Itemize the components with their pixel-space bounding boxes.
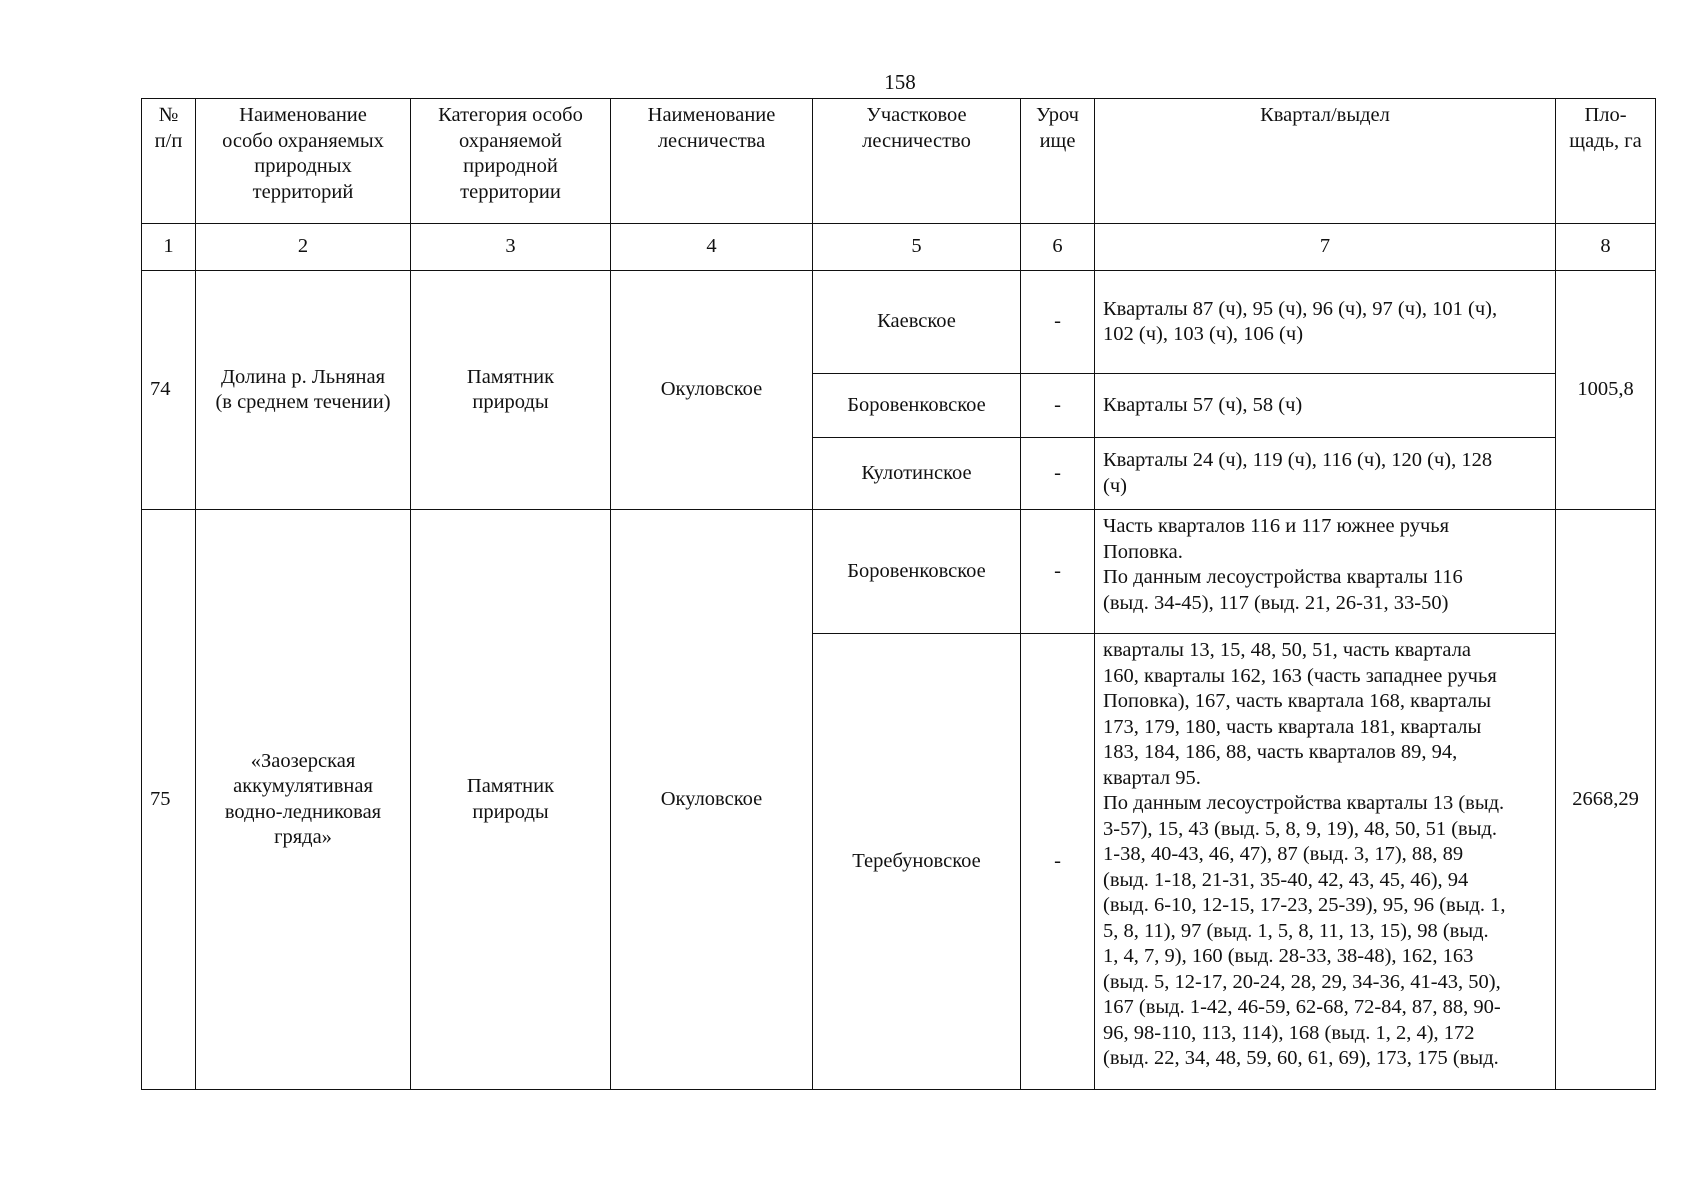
cell-line: природных xyxy=(254,155,352,177)
cell-line: (выд. 6-10, 12-15, 17-23, 25-39), 95, 96 (выд. 1, xyxy=(1103,894,1506,916)
header-number xyxy=(142,99,196,224)
cell-line: Памятник xyxy=(466,365,555,388)
cell-line: (выд. 34-45), 117 (выд. 21, 26-31, 33-50) xyxy=(1103,591,1449,614)
tract: - xyxy=(1021,374,1095,438)
cell-line: Долина р. Льняная xyxy=(220,365,385,388)
area-category xyxy=(411,271,611,510)
cell-line: 1-38, 40-43, 46, 47), 87 (выд. 3, 17), 88, 89 xyxy=(1103,843,1464,865)
cell-line: лесничество xyxy=(862,129,971,152)
area-category xyxy=(411,510,611,1090)
tract: - xyxy=(1021,271,1095,374)
cell-line: Наименование xyxy=(647,104,776,126)
cell-line: (в среднем течении) xyxy=(215,391,391,413)
cell-line: природы xyxy=(472,800,549,823)
column-number: 3 xyxy=(411,224,611,271)
cell-line: (выд. 1-18, 21-31, 35-40, 42, 43, 45, 46), 94 xyxy=(1103,868,1469,891)
cell-line: особо охраняемых xyxy=(222,129,384,152)
cell-line: 3-57), 15, 43 (выд. 5, 8, 9, 19), 48, 50, 51 (выд. xyxy=(1103,817,1498,840)
cell-line: Кварталы 24 (ч), 119 (ч), 116 (ч), 120 (ч), 128 xyxy=(1103,449,1493,471)
cell-line: природы xyxy=(472,391,549,413)
column-number: 2 xyxy=(196,224,411,271)
cell-line: 167 (выд. 1-42, 46-59, 62-68, 72-84, 87, 88, 90- xyxy=(1103,996,1501,1018)
cell-line: Пло- xyxy=(1584,104,1627,126)
page-number: 158 xyxy=(884,70,916,94)
cell-line: (выд. 5, 12-17, 20-24, 28, 29, 34-36, 41-43, 50), xyxy=(1103,970,1501,993)
cell-line: 1, 4, 7, 9), 160 (выд. 28-33, 38-48), 162, 163 xyxy=(1103,945,1474,967)
column-number: 1 xyxy=(142,224,196,271)
column-number: 7 xyxy=(1095,224,1556,271)
cell-line: Участковое xyxy=(866,104,967,126)
column-numbers-row xyxy=(142,224,1656,271)
cell-line: (ч) xyxy=(1103,474,1127,497)
quarters xyxy=(1095,634,1556,1090)
cell-line: Категория особо xyxy=(438,104,583,126)
cell-line: Кварталы 57 (ч), 58 (ч) xyxy=(1103,393,1303,416)
cell-line: № xyxy=(158,104,179,126)
table-row xyxy=(142,271,1656,374)
column-number: 4 xyxy=(611,224,813,271)
column-number: 5 xyxy=(813,224,1021,271)
cell-line: Наименование xyxy=(239,104,367,126)
cell-line: 96, 98-110, 113, 114), 168 (выд. 1, 2, 4), 172 xyxy=(1103,1021,1475,1044)
cell-line: территории xyxy=(460,180,561,203)
cell-line: (выд. 22, 34, 48, 59, 60, 61, 69), 173, 175 (выд. xyxy=(1103,1047,1499,1069)
cell-line: 173, 179, 180, часть квартала 181, кварталы xyxy=(1103,715,1482,738)
column-number: 8 xyxy=(1556,224,1656,271)
cell-line: п/п xyxy=(154,129,183,152)
cell-line: По данным лесоустройства кварталы 116 xyxy=(1103,566,1463,588)
cell-line: охраняемой xyxy=(458,129,563,152)
cell-line: территорий xyxy=(252,180,354,203)
area-name xyxy=(196,510,411,1090)
cell-line: Памятник xyxy=(466,775,555,797)
row-number: 75 xyxy=(142,510,196,1090)
cell-line: ище xyxy=(1039,129,1076,152)
cell-line: кварталы 13, 15, 48, 50, 51, часть квартала xyxy=(1103,639,1472,661)
protected-areas-table xyxy=(141,98,1656,1090)
header-area xyxy=(1556,99,1656,224)
cell-line: 160, кварталы 162, 163 (часть западнее ручья xyxy=(1103,664,1497,687)
tract: - xyxy=(1021,634,1095,1090)
cell-line: квартал 95. xyxy=(1103,766,1201,789)
quarters xyxy=(1095,438,1556,510)
district-forestry: Боровенковское xyxy=(813,510,1021,634)
quarters xyxy=(1095,271,1556,374)
area-name xyxy=(196,271,411,510)
forestry-name: Окуловское xyxy=(611,271,813,510)
district-forestry: Каевское xyxy=(813,271,1021,374)
cell-line: По данным лесоустройства кварталы 13 (выд. xyxy=(1103,792,1505,814)
column-number: 6 xyxy=(1021,224,1095,271)
cell-line: природной xyxy=(463,155,558,177)
cell-line: 183, 184, 186, 88, часть кварталов 89, 94, xyxy=(1103,741,1458,763)
cell-line: Поповка), 167, часть квартала 168, кварталы xyxy=(1103,690,1492,712)
district-forestry: Кулотинское xyxy=(813,438,1021,510)
area-value: 1005,8 xyxy=(1556,271,1656,510)
row-number: 74 xyxy=(142,271,196,510)
cell-line: гряда» xyxy=(274,826,332,848)
header-category xyxy=(411,99,611,224)
cell-line: Квартал/выдел xyxy=(1260,104,1390,126)
cell-line: Часть кварталов 116 и 117 южнее ручья xyxy=(1103,515,1450,537)
quarters xyxy=(1095,510,1556,634)
tract: - xyxy=(1021,438,1095,510)
quarters xyxy=(1095,374,1556,438)
header-tract xyxy=(1021,99,1095,224)
cell-line: 5, 8, 11), 97 (выд. 1, 5, 8, 11, 13, 15), 98 (выд. xyxy=(1103,919,1489,942)
cell-line: Уроч xyxy=(1036,104,1079,126)
area-value: 2668,29 xyxy=(1556,510,1656,1090)
header-row xyxy=(142,99,1656,224)
cell-line: «Заозерская xyxy=(250,749,356,772)
cell-line: Кварталы 87 (ч), 95 (ч), 96 (ч), 97 (ч), 101 (ч), xyxy=(1103,297,1498,320)
cell-line: аккумулятивная xyxy=(233,775,373,797)
header-name xyxy=(196,99,411,224)
forestry-name: Окуловское xyxy=(611,510,813,1090)
table-row xyxy=(142,510,1656,634)
cell-line: щадь, га xyxy=(1569,129,1642,152)
district-forestry: Боровенковское xyxy=(813,374,1021,438)
cell-line: лесничества xyxy=(657,129,766,152)
cell-line: 102 (ч), 103 (ч), 106 (ч) xyxy=(1103,323,1304,345)
cell-line: водно-ледниковая xyxy=(224,800,382,823)
header-quarter xyxy=(1095,99,1556,224)
cell-line: Поповка. xyxy=(1103,540,1183,563)
header-forestry xyxy=(611,99,813,224)
district-forestry: Теребуновское xyxy=(813,634,1021,1090)
tract: - xyxy=(1021,510,1095,634)
header-district-forestry xyxy=(813,99,1021,224)
